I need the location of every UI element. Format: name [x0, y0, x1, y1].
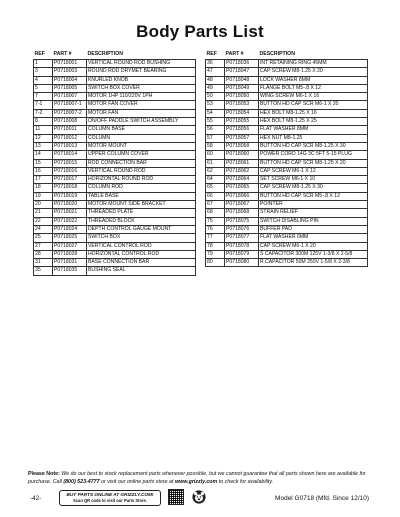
cell-ref: 7-2: [34, 109, 53, 117]
table-row: [34, 159, 196, 167]
cell-ref: 35: [34, 267, 53, 275]
cell-description: HEX NUT M8-1.25: [259, 134, 368, 142]
cell-ref: 65: [206, 184, 225, 192]
page-title: Body Parts List: [136, 22, 264, 41]
cell-part-number: P0718024: [53, 225, 87, 233]
cell-ref: 21: [34, 209, 53, 217]
note-phone: (800) 523-4777: [63, 479, 100, 485]
cell-ref: 5: [34, 84, 53, 92]
table-row: [34, 84, 196, 92]
cell-description: POINTER: [259, 201, 368, 209]
cell-description: MOTOR FAN: [87, 109, 196, 117]
table-row: [34, 68, 196, 76]
cell-ref: 54: [206, 109, 225, 117]
table-row: [206, 234, 368, 242]
table-row: [206, 192, 368, 200]
cell-ref: 61: [206, 159, 225, 167]
cell-ref: 16: [34, 167, 53, 175]
cell-part-number: P0718011: [53, 126, 87, 134]
table-row: [206, 93, 368, 101]
cell-part-number: P0718049: [225, 84, 259, 92]
cell-part-number: P0718060: [225, 151, 259, 159]
cell-part-number: P0718078: [225, 242, 259, 250]
cell-ref: 50: [206, 93, 225, 101]
cell-ref: 28: [34, 250, 53, 258]
cell-ref: 7: [34, 93, 53, 101]
cell-ref: 58: [206, 142, 225, 150]
col-header-description: DESCRIPTION: [259, 51, 295, 57]
cell-part-number: P0718015: [53, 159, 87, 167]
cell-ref: 4: [34, 76, 53, 84]
col-header-description: DESCRIPTION: [87, 51, 123, 57]
cell-ref: 76: [206, 225, 225, 233]
cell-description: BUFFER PAD: [259, 225, 368, 233]
cell-description: HEX BOLT M8-1.25 X 16: [259, 109, 368, 117]
cell-description: MOTOR FAN COVER: [87, 101, 196, 109]
cell-ref: 11: [34, 126, 53, 134]
cell-part-number: P0718004: [53, 76, 87, 84]
table-row: [34, 93, 196, 101]
note-lead: Please Note:: [28, 471, 60, 477]
parts-table-right: [205, 51, 368, 267]
cell-description: BUTTON HD CAP SCR M8-1.25 X 30: [259, 142, 368, 150]
page-number: -42-: [30, 495, 42, 502]
table-row: [34, 192, 196, 200]
table-row: [34, 101, 196, 109]
cell-description: COLUMN: [87, 134, 196, 142]
cell-part-number: P0718077: [225, 234, 259, 242]
table-row: [206, 118, 368, 126]
cell-ref: 67: [206, 201, 225, 209]
cell-ref: 57: [206, 134, 225, 142]
cell-ref: 79: [206, 250, 225, 258]
table-row: [34, 209, 196, 217]
cell-description: MOTOR MOUNT: [87, 142, 196, 150]
table-row: [206, 259, 368, 267]
cell-description: SET SCREW M6-1 X 10: [259, 176, 368, 184]
col-header-ref: REF: [206, 51, 217, 57]
cell-ref: 66: [206, 192, 225, 200]
table-row: [206, 167, 368, 175]
cell-part-number: P0718019: [53, 192, 87, 200]
table-row: [206, 68, 368, 76]
cell-description: UPPER COLUMN COVER: [87, 151, 196, 159]
table-row: [34, 242, 196, 250]
table-row: [34, 151, 196, 159]
cell-description: LOCK WASHER 8MM: [259, 76, 368, 84]
grizzly-bear-logo-icon: [192, 490, 206, 504]
cell-part-number: P0718067: [225, 201, 259, 209]
cell-ref: 49: [206, 84, 225, 92]
table-row: [34, 118, 196, 126]
cell-part-number: P0718013: [53, 142, 87, 150]
table-row: [34, 109, 196, 117]
cell-ref: 47: [206, 68, 225, 76]
table-row: [206, 84, 368, 92]
qr-code-icon[interactable]: [168, 489, 184, 505]
cell-part-number: P0718012: [53, 134, 87, 142]
cell-description: SWITCH DISABLING PIN: [259, 217, 368, 225]
cell-ref: 80: [206, 259, 225, 267]
cell-ref: 75: [206, 217, 225, 225]
table-row: [206, 101, 368, 109]
cell-ref: 62: [206, 167, 225, 175]
buy-parts-line-2: Scan QR code to visit our Parts Store.: [73, 498, 147, 503]
table-row: [206, 217, 368, 225]
cell-description: COLUMN ROD: [87, 184, 196, 192]
cell-description: VERTICAL ROUND ROD: [87, 167, 196, 175]
cell-description: FLAT WASHER 6MM: [259, 234, 368, 242]
cell-part-number: P0718048: [225, 76, 259, 84]
cell-ref: 77: [206, 234, 225, 242]
cell-description: BUTTON HD CAP SCR M8-1.25 X 20: [259, 159, 368, 167]
cell-part-number: P0718007-1: [53, 101, 87, 109]
table-row: [206, 142, 368, 150]
table-row: [34, 126, 196, 134]
table-row: [34, 250, 196, 258]
cell-description: CAP SCREW M6-1 X 12: [259, 167, 368, 175]
cell-ref: 8: [34, 118, 53, 126]
parts-table-left: [33, 51, 196, 276]
cell-description: FLAT WASHER 8MM: [259, 126, 368, 134]
cell-ref: 24: [34, 225, 53, 233]
cell-description: BUTTON HD CAP SCR M6-1 X 20: [259, 101, 368, 109]
cell-description: BUTTON HD CAP SCR M5-.8 X 12: [259, 192, 368, 200]
cell-ref: 7-1: [34, 101, 53, 109]
cell-description: STRAIN RELIEF: [259, 209, 368, 217]
table-header-row: [34, 51, 196, 60]
table-row: [206, 201, 368, 209]
cell-description: CAP SCREW M6-1 X 20: [259, 242, 368, 250]
cell-part-number: P0718047: [225, 68, 259, 76]
cell-description: ON/OFF PADDLE SWITCH ASSEMBLY: [87, 118, 196, 126]
cell-ref: 14: [34, 151, 53, 159]
cell-part-number: P0718017: [53, 176, 87, 184]
cell-part-number: P0718028: [53, 250, 87, 258]
table-row: [34, 225, 196, 233]
availability-note: [28, 470, 374, 486]
table-row: [206, 60, 368, 68]
cell-part-number: P0718062: [225, 167, 259, 175]
cell-ref: 48: [206, 76, 225, 84]
cell-description: MOTOR MOUNT SIDE BRACKET: [87, 201, 196, 209]
cell-part-number: P0718007: [53, 93, 87, 101]
cell-part-number: P0718064: [225, 176, 259, 184]
cell-ref: 64: [206, 176, 225, 184]
cell-part-number: P0718018: [53, 184, 87, 192]
cell-description: THREADED BLOCK: [87, 217, 196, 225]
cell-description: HORIZONTAL CONTROL ROD: [87, 250, 196, 258]
cell-part-number: P0718066: [225, 192, 259, 200]
buy-parts-line-1: BUY PARTS ONLINE AT GRIZZLY.COM!: [66, 492, 154, 497]
cell-description: R CAPACITOR 50M 250V 1-5/8 X 2-3/8: [259, 259, 368, 267]
buy-parts-box[interactable]: [59, 490, 161, 506]
table-row: [206, 250, 368, 258]
cell-part-number: P0718014: [53, 151, 87, 159]
table-row: [206, 134, 368, 142]
cell-part-number: P0718025: [53, 234, 87, 242]
table-row: [34, 217, 196, 225]
cell-ref: 15: [34, 159, 53, 167]
table-row: [34, 60, 196, 68]
cell-description: HEX BOLT M8-1.25 X 25: [259, 118, 368, 126]
table-row: [34, 167, 196, 175]
cell-part-number: P0718001: [53, 60, 87, 68]
cell-part-number: P0718020: [53, 201, 87, 209]
cell-ref: 1: [34, 60, 53, 68]
cell-part-number: P0718054: [225, 109, 259, 117]
cell-description: BASE CONNECTION BAR: [87, 259, 196, 267]
table-row: [206, 76, 368, 84]
table-row: [34, 184, 196, 192]
table-row: [206, 159, 368, 167]
cell-part-number: P0718061: [225, 159, 259, 167]
table-row: [206, 209, 368, 217]
cell-part-number: P0718056: [225, 126, 259, 134]
cell-part-number: P0718065: [225, 184, 259, 192]
cell-ref: 60: [206, 151, 225, 159]
cell-description: DEPTH CONTROL GAUGE MOUNT: [87, 225, 196, 233]
table-row: [34, 234, 196, 242]
cell-description: WING SCREW M6-1 X 16: [259, 93, 368, 101]
parts-table-right-body: [206, 60, 368, 267]
cell-description: HORIZONTAL ROUND ROD: [87, 176, 196, 184]
model-info: Model G0718 (Mfd. Since 12/10): [275, 495, 369, 502]
table-row: [34, 267, 196, 275]
table-row: [206, 242, 368, 250]
cell-ref: 3: [34, 68, 53, 76]
table-row: [34, 176, 196, 184]
note-text-3: to check for availability.: [217, 479, 274, 485]
col-header-part: PART #: [53, 51, 72, 57]
cell-description: THREADED PLATE: [87, 209, 196, 217]
cell-description: POWER CORD 14G 3C 5FT 5-15 PLUG: [259, 151, 368, 159]
cell-part-number: P0718055: [225, 118, 259, 126]
cell-ref: 20: [34, 201, 53, 209]
cell-part-number: P0718007-2: [53, 109, 87, 117]
cell-part-number: P0718053: [225, 101, 259, 109]
cell-description: S CAPACITOR 300M 125V 1-3/8 X 2-5/8: [259, 250, 368, 258]
cell-ref: 19: [34, 192, 53, 200]
cell-ref: 36: [206, 60, 225, 68]
page-footer: [0, 488, 400, 510]
cell-part-number: P0718080: [225, 259, 259, 267]
cell-part-number: P0718031: [53, 259, 87, 267]
cell-description: SWITCH BOX: [87, 234, 196, 242]
note-text-1: We do our best to stock replacement parts whenever possible, but we cannot guarantee that all parts shown here are available for purchase. Call: [28, 471, 366, 485]
cell-part-number: P0718036: [225, 60, 259, 68]
cell-part-number: P0718075: [225, 217, 259, 225]
table-row: [34, 142, 196, 150]
note-text-2: or visit our online parts store at: [99, 479, 175, 485]
cell-description: COLUMN BASE: [87, 126, 196, 134]
cell-description: FLANGE BOLT M5-.8 X 12: [259, 84, 368, 92]
cell-ref: 78: [206, 242, 225, 250]
table-row: [206, 184, 368, 192]
cell-part-number: P0718027: [53, 242, 87, 250]
cell-description: VERTICAL CONTROL ROD: [87, 242, 196, 250]
table-row: [34, 259, 196, 267]
table-row: [34, 134, 196, 142]
cell-ref: 53: [206, 101, 225, 109]
cell-ref: 68: [206, 209, 225, 217]
cell-description: KNURLED KNOB: [87, 76, 196, 84]
table-row: [206, 151, 368, 159]
table-row: [206, 225, 368, 233]
cell-ref: 55: [206, 118, 225, 126]
col-header-ref: REF: [34, 51, 45, 57]
table-row: [34, 76, 196, 84]
cell-part-number: P0718021: [53, 209, 87, 217]
cell-part-number: P0718005: [53, 84, 87, 92]
table-row: [206, 126, 368, 134]
cell-part-number: P0718058: [225, 142, 259, 150]
cell-part-number: P0718003: [53, 68, 87, 76]
cell-part-number: P0718057: [225, 134, 259, 142]
cell-ref: 56: [206, 126, 225, 134]
cell-ref: 18: [34, 184, 53, 192]
cell-part-number: P0718079: [225, 250, 259, 258]
cell-part-number: P0718022: [53, 217, 87, 225]
cell-part-number: P0718068: [225, 209, 259, 217]
cell-description: BUSHING SEAL: [87, 267, 196, 275]
cell-description: VERTICAL ROUND ROD BUSHING: [87, 60, 196, 68]
parts-table-left-body: [34, 60, 196, 276]
cell-ref: 22: [34, 217, 53, 225]
table-row: [206, 109, 368, 117]
cell-description: TABLE BASE: [87, 192, 196, 200]
cell-ref: 13: [34, 142, 53, 150]
cell-part-number: P0718008: [53, 118, 87, 126]
cell-ref: 31: [34, 259, 53, 267]
note-url-link[interactable]: www.grizzly.com: [174, 479, 218, 485]
cell-part-number: P0718076: [225, 225, 259, 233]
cell-description: ROD CONNECTION BAR: [87, 159, 196, 167]
cell-description: SWITCH BOX COVER: [87, 84, 196, 92]
cell-ref: 27: [34, 242, 53, 250]
table-header-row: [206, 51, 368, 60]
cell-part-number: P0718035: [53, 267, 87, 275]
cell-description: CAP SCREW M8-1.25 X 30: [259, 184, 368, 192]
cell-part-number: P0718016: [53, 167, 87, 175]
cell-ref: 25: [34, 234, 53, 242]
cell-description: INT RETAINING RING 45MM: [259, 60, 368, 68]
table-row: [34, 201, 196, 209]
cell-ref: 17: [34, 176, 53, 184]
col-header-part: PART #: [225, 51, 244, 57]
cell-ref: 12: [34, 134, 53, 142]
cell-description: MOTOR 1HP 110/220V 1PH: [87, 93, 196, 101]
cell-description: ROUND ROD DRYMET BEARING: [87, 68, 196, 76]
cell-part-number: P0718050: [225, 93, 259, 101]
cell-description: CAP SCREW M8-1.25 X 20: [259, 68, 368, 76]
table-row: [206, 176, 368, 184]
